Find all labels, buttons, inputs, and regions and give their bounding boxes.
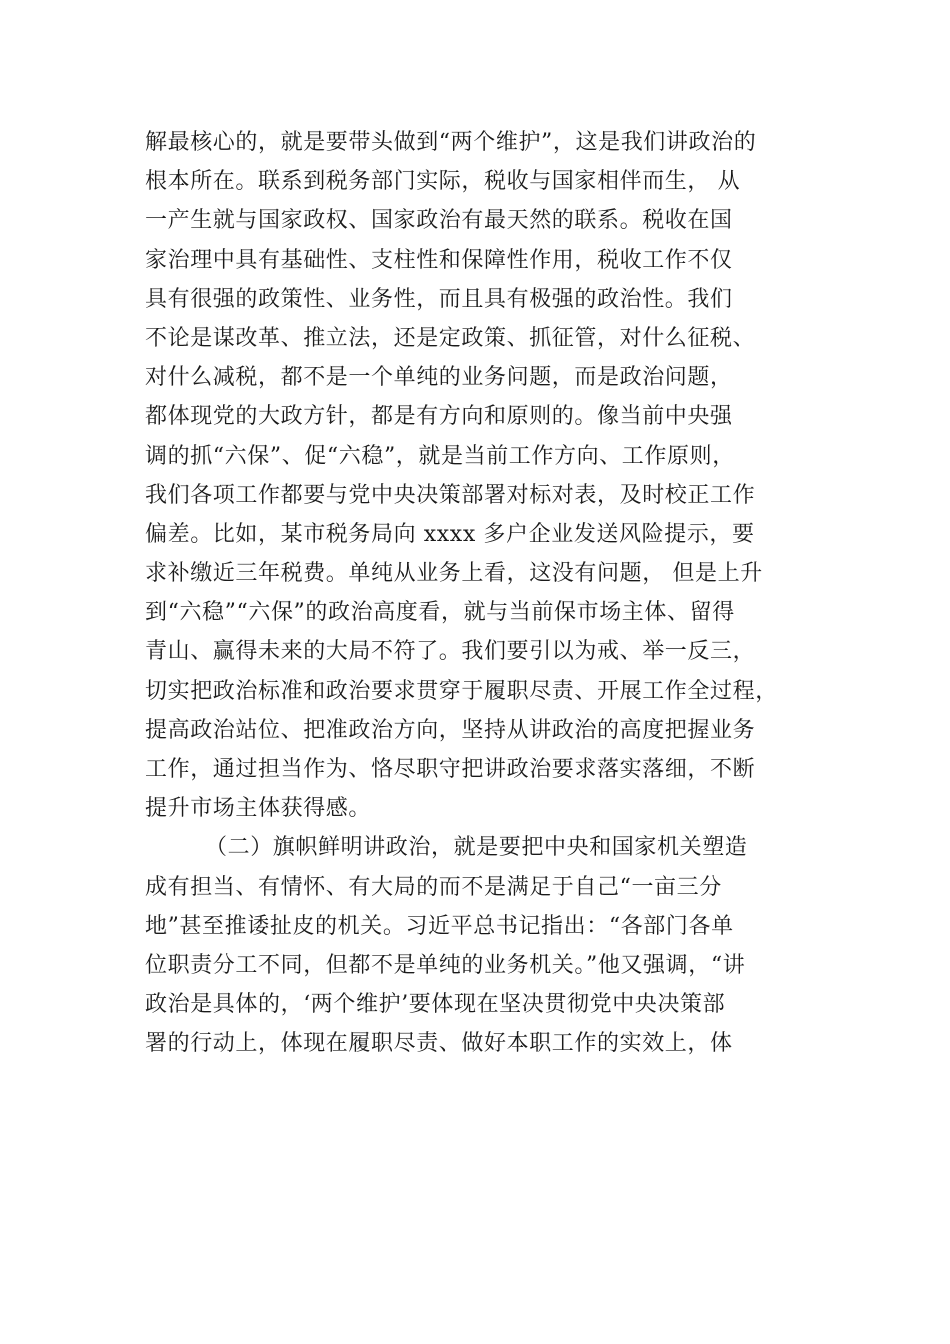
text-line: 工作，通过担当作为、恪尽职守把讲政治要求落实落细，不断	[145, 757, 756, 782]
text-line: 调的抓“六保”、促“六稳”，就是当前工作方向、工作原则，	[145, 443, 735, 469]
text-line: 不论是谋改革、推立法，还是定政策、抓征管，对什么征税、	[145, 325, 756, 351]
text-line: 我们各项工作都要与党中央决策部署对标对表，及时校正工作	[145, 482, 756, 508]
text-line: 家治理中具有基础性、支柱性和保障性作用，税收工作不仅	[145, 247, 733, 273]
text-line: 求补缴近三年税费。单纯从业务上看，这没有问题， 但是上升	[145, 561, 763, 587]
text-line: （二）旗帜鲜明讲政治，就是要把中央和国家机关塑造	[205, 835, 748, 861]
text-line: 偏差。比如，某市税务局向 xxxx 多户企业发送风险提示，要	[145, 521, 755, 547]
text-line: 根本所在。联系到税务部门实际，税收与国家相伴而生， 从	[145, 169, 741, 195]
text-line: 对什么减税，都不是一个单纯的业务问题，而是政治问题，	[145, 365, 733, 391]
text-line: 青山、赢得未来的大局不符了。我们要引以为戒、举一反三，	[145, 639, 756, 665]
text-line: 成有担当、有情怀、有大局的而不是满足于自己“一亩三分	[145, 874, 722, 900]
text-line: 切实把政治标准和政治要求贯穿于履职尽责、开展工作全过程，	[145, 678, 778, 704]
body-text	[145, 123, 845, 1064]
text-line: 位职责分工不同，但都不是单纯的业务机关。”他又强调，“讲	[145, 952, 746, 978]
text-line: 提高政治站位、把准政治方向，坚持从讲政治的高度把握业务	[145, 717, 756, 743]
text-line: 地”甚至推诿扯皮的机关。习近平总书记指出：“各部门各单	[145, 913, 734, 939]
text-line: 提升市场主体获得感。	[145, 796, 372, 822]
text-line: 政治是具体的，‘两个维护’要体现在坚决贯彻党中央决策部	[145, 992, 726, 1018]
text-line: 一产生就与国家政权、国家政治有最天然的联系。税收在国	[145, 208, 733, 234]
text-line: 到“六稳”“六保”的政治高度看，就与当前保市场主体、留得	[145, 600, 735, 626]
text-line: 都体现党的大政方针，都是有方向和原则的。像当前中央强	[145, 404, 733, 430]
text-line: 具有很强的政策性、业务性，而且具有极强的政治性。我们	[145, 286, 733, 312]
text-line: 署的行动上，体现在履职尽责、做好本职工作的实效上，体	[145, 1031, 733, 1057]
text-line: 解最核心的，就是要带头做到“两个维护”，这是我们讲政治的	[145, 130, 757, 155]
